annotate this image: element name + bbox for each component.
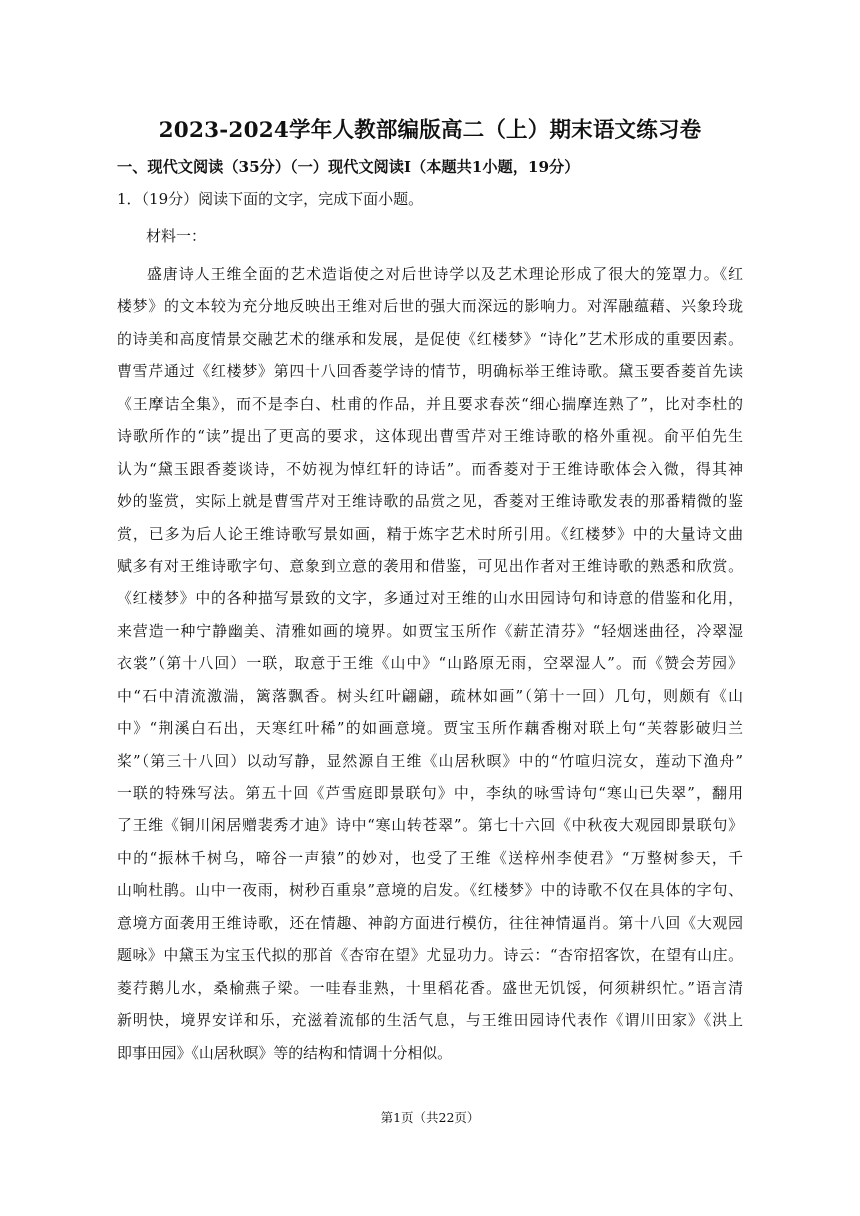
passage-line: 《红楼梦》中的各种描写景致的文字，多通过对王维的山水田园诗句和诗意的借鉴和化用， bbox=[117, 589, 743, 608]
passage-line: 一联的特殊写法。第五十回《芦雪庭即景联句》中，李纨的咏雪诗句“寒山已失翠”，翻用 bbox=[117, 784, 743, 802]
passage-line: 曹雪芹通过《红楼梦》第四十八回香菱学诗的情节，明确标举王维诗歌。黛玉要香菱首先读 bbox=[117, 362, 743, 381]
passage-line: 诗歌所作的“读”提出了更高的要求，这体现出曹雪芹对王维诗歌的格外重视。俞平伯先生 bbox=[117, 427, 743, 446]
passage-line: 楼梦》的文本较为充分地反映出王维对后世的强大而深远的影响力。对浑融蕴藉、兴象玲珑 bbox=[117, 297, 743, 316]
passage-line: 认为“黛玉跟香菱谈诗，不妨视为悼红轩的诗话”。而香菱对于王维诗歌体会入微，得其神 bbox=[117, 459, 743, 478]
document-title: 2023-2024学年人教部编版高二（上）期末语文练习卷 bbox=[158, 118, 702, 143]
passage-line: 来营造一种宁静幽美、清雅如画的境界。如贾宝玉所作《薪芷清芬》“轻烟迷曲径，冷翠湿 bbox=[117, 621, 743, 640]
passage-line: 新明快，境界安详和乐，充滋着流郁的生活气息，与王维田园诗代表作《谓川田家》《洪上 bbox=[117, 1011, 743, 1030]
passage-line: 菱荇鹅儿水，桑榆燕子梁。一哇春韭熟，十里稻花香。盛世无饥馁，何须耕织忙。”语言清 bbox=[117, 978, 743, 997]
passage-line: 盛唐诗人王维全面的艺术造诣使之对后世诗学以及艺术理论形成了很大的笼罩力。《红 bbox=[147, 265, 743, 283]
passage-line: 意境方面袭用王维诗歌，还在情趣、神韵方面进行模仿，往往神情逼肖。第十八回《大观园 bbox=[117, 913, 743, 932]
passage-line: 桨”（第三十八回）以动写静，显然源自王维《山居秋暝》中的“竹喧归浣女，莲动下渔舟” bbox=[117, 751, 743, 770]
reading-passage bbox=[117, 258, 743, 1069]
material-label: 材料一： bbox=[146, 227, 207, 245]
passage-line: 即事田园》《山居秋暝》等的结构和情调十分相似。 bbox=[117, 1043, 453, 1062]
passage-line: 山响杜鹃。山中一夜雨，树秒百重泉”意境的启发。《红楼梦》中的诗歌不仅在具体的字句、 bbox=[117, 881, 743, 900]
passage-line: 了王维《铜川闲居赠裴秀才迪》诗中“寒山转苍翠”。第七十六回《中秋夜大观园即景联句》 bbox=[117, 816, 743, 835]
passage-line: 中》“荆溪白石出，天寒红叶稀”的如画意境。贾宝玉所作藕香榭对联上句“芙蓉影破归兰 bbox=[117, 719, 743, 738]
passage-line: 赋多有对王维诗歌字句、意象到立意的袭用和借鉴，可见出作者对王维诗歌的熟悉和欣赏。 bbox=[117, 556, 743, 575]
page-footer: 第1页（共22页） bbox=[380, 1110, 480, 1125]
passage-line: 赏，已多为后人论王维诗歌写景如画，精于炼字艺术时所引用。《红楼梦》中的大量诗文曲 bbox=[117, 524, 743, 543]
question-stem: 1．（19分）阅读下面的文字，完成下面小题。 bbox=[117, 190, 424, 208]
passage-line: 的诗美和高度情景交融艺术的继承和发展，是促使《红楼梦》“诗化”艺术形成的重要因素。 bbox=[117, 329, 743, 348]
passage-line: 《王摩诘全集》，而不是李白、杜甫的作品，并且要求春茨“细心揣摩连熟了”，比对李杜的 bbox=[117, 394, 743, 413]
passage-line: 妙的鉴赏，实际上就是曹雪芹对王维诗歌的品赏之见，香菱对王维诗歌发表的那番精微的鉴 bbox=[117, 492, 743, 511]
passage-line: 中“石中清流激湍，篱落飘香。树头红叶翩翩，疏林如画”（第十一回）几句，则颇有《山 bbox=[117, 686, 743, 705]
passage-line: 衣裳”（第十八回）一联，取意于王维《山中》“山路原无雨，空翠湿人”。而《赞会芳园》 bbox=[117, 654, 743, 673]
section-heading: 一、现代文阅读（35分）（一）现代文阅读Ⅰ（本题共1小题，19分） bbox=[117, 158, 580, 176]
passage-line: 题咏》中黛玉为宝玉代拟的那首《杏帘在望》尤显功力。诗云：“杏帘招客饮，在望有山庄。 bbox=[117, 946, 743, 965]
passage-line: 中的“振林千树乌，啼谷一声猿”的妙对，也受了王维《送梓州李使君》“万整树参天，千 bbox=[117, 848, 743, 867]
